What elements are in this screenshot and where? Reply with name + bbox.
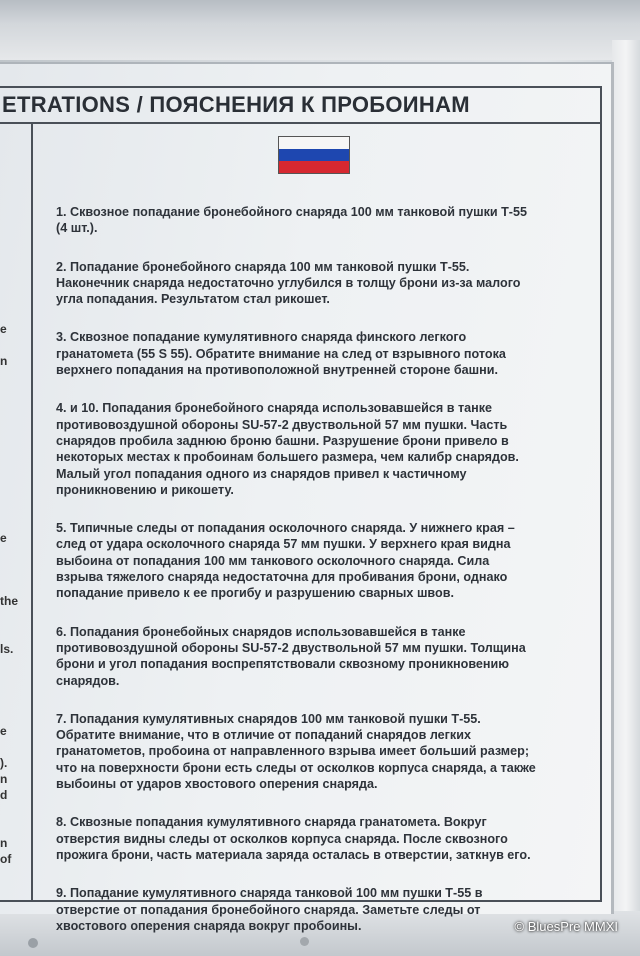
russia-flag-icon [278, 136, 350, 174]
left-fragment: e [0, 531, 7, 545]
table-column-divider [31, 122, 33, 902]
screw-icon [300, 937, 309, 946]
list-item: 7. Попадания кумулятивных снарядов 100 мм танковой пушки Т-55. Обратите внимание, что в отличие от попаданий снарядов легких гранатометов, пробоина от направленного взрыва имеет больший размер; что на поверхности брони есть следы от осколков корпуса снаряда, а также выбоины от ударов хвостового оперения снаряда. [56, 711, 536, 792]
left-fragment: ). [0, 756, 8, 770]
left-fragment: of [0, 852, 12, 866]
left-fragment: ls. [0, 642, 14, 656]
left-fragment: n [0, 772, 8, 786]
left-fragment: d [0, 788, 8, 802]
table-border-header [0, 122, 602, 124]
photo-watermark: © BluesPre MMXI [514, 919, 618, 934]
explanations-list [56, 204, 586, 956]
left-column-cutoff-text [0, 174, 30, 900]
list-item: 9. Попадание кумулятивного снаряда танковой 100 мм пушки Т-55 в отверстие от попадания бронебойного снаряда. Заметьте следы от хвостового оперения снаряда вокруг пробоины. [56, 886, 483, 933]
list-item: 8. Сквозные попадания кумулятивного снаряда гранатомета. Вокруг отверстия видны следы от осколков корпуса снаряда. После сквозного прожига брони, часть материала заряда осталась в отверстии, заткнув его. [56, 815, 531, 862]
list-item: 2. Попадание бронебойного снаряда 100 мм танковой пушки Т-55. Наконечник снаряда недостаточно углубился в толщу брони из-за малого угла попадания. Результатом стал рикошет. [56, 259, 521, 307]
left-fragment: e [0, 724, 7, 738]
list-item: 3. Сквозное попадание кумулятивного снаряда финского легкого гранатомета (55 S 55). Обратите внимание на след от взрывного потока верхнего попадания на противоположной внутренней стороне башни. [56, 330, 506, 378]
frame-right-rail [612, 40, 640, 956]
table-border-right [600, 86, 602, 902]
list-item: 6. Попадания бронебойных снарядов использовавшейся в танке противовоздушной обороны SU-57-2 двуствольной 57 мм пушки. Толщина брони и угол попадания воспрепятствовали сквозному проникновению снарядов. [56, 624, 526, 688]
list-item: 5. Типичные следы от попадания осколочного снаряда. У нижнего края – след от удара осколочного снаряда 57 мм пушки. У верхнего края видна выбоина от попадания 100 мм танкового осколочного снаряда. Сила взрыва тяжелого снаряда недостаточна для пробивания брони, однако попадание привело к ее прогибу и разрушению сварных швов. [56, 521, 515, 601]
left-fragment: n [0, 354, 8, 368]
list-item: 1. Сквозное попадание бронебойного снаряда 100 мм танковой пушки Т-55 (4 шт.). [56, 205, 528, 236]
sign-title: ETRATIONS / ПОЯСНЕНИЯ К ПРОБОИНАМ [2, 92, 470, 117]
frame-top-rail [0, 0, 640, 60]
list-item: 4. и 10. Попадания бронебойного снаряда использовавшейся в танке противовоздушной обороны SU-57-2 двуствольной 57 мм пушки. Часть снарядов пробила заднюю броню башни. Разрушение брони привело в некоторых местах к пробоинам большего размера, чем калибр снарядов. Малый угол попадания одного из снарядов привел к частичному проникновению и рикошету. [56, 401, 519, 497]
screw-icon [28, 938, 38, 948]
left-fragment: n [0, 836, 8, 850]
left-fragment: e [0, 322, 7, 336]
left-fragment: the [0, 594, 18, 608]
